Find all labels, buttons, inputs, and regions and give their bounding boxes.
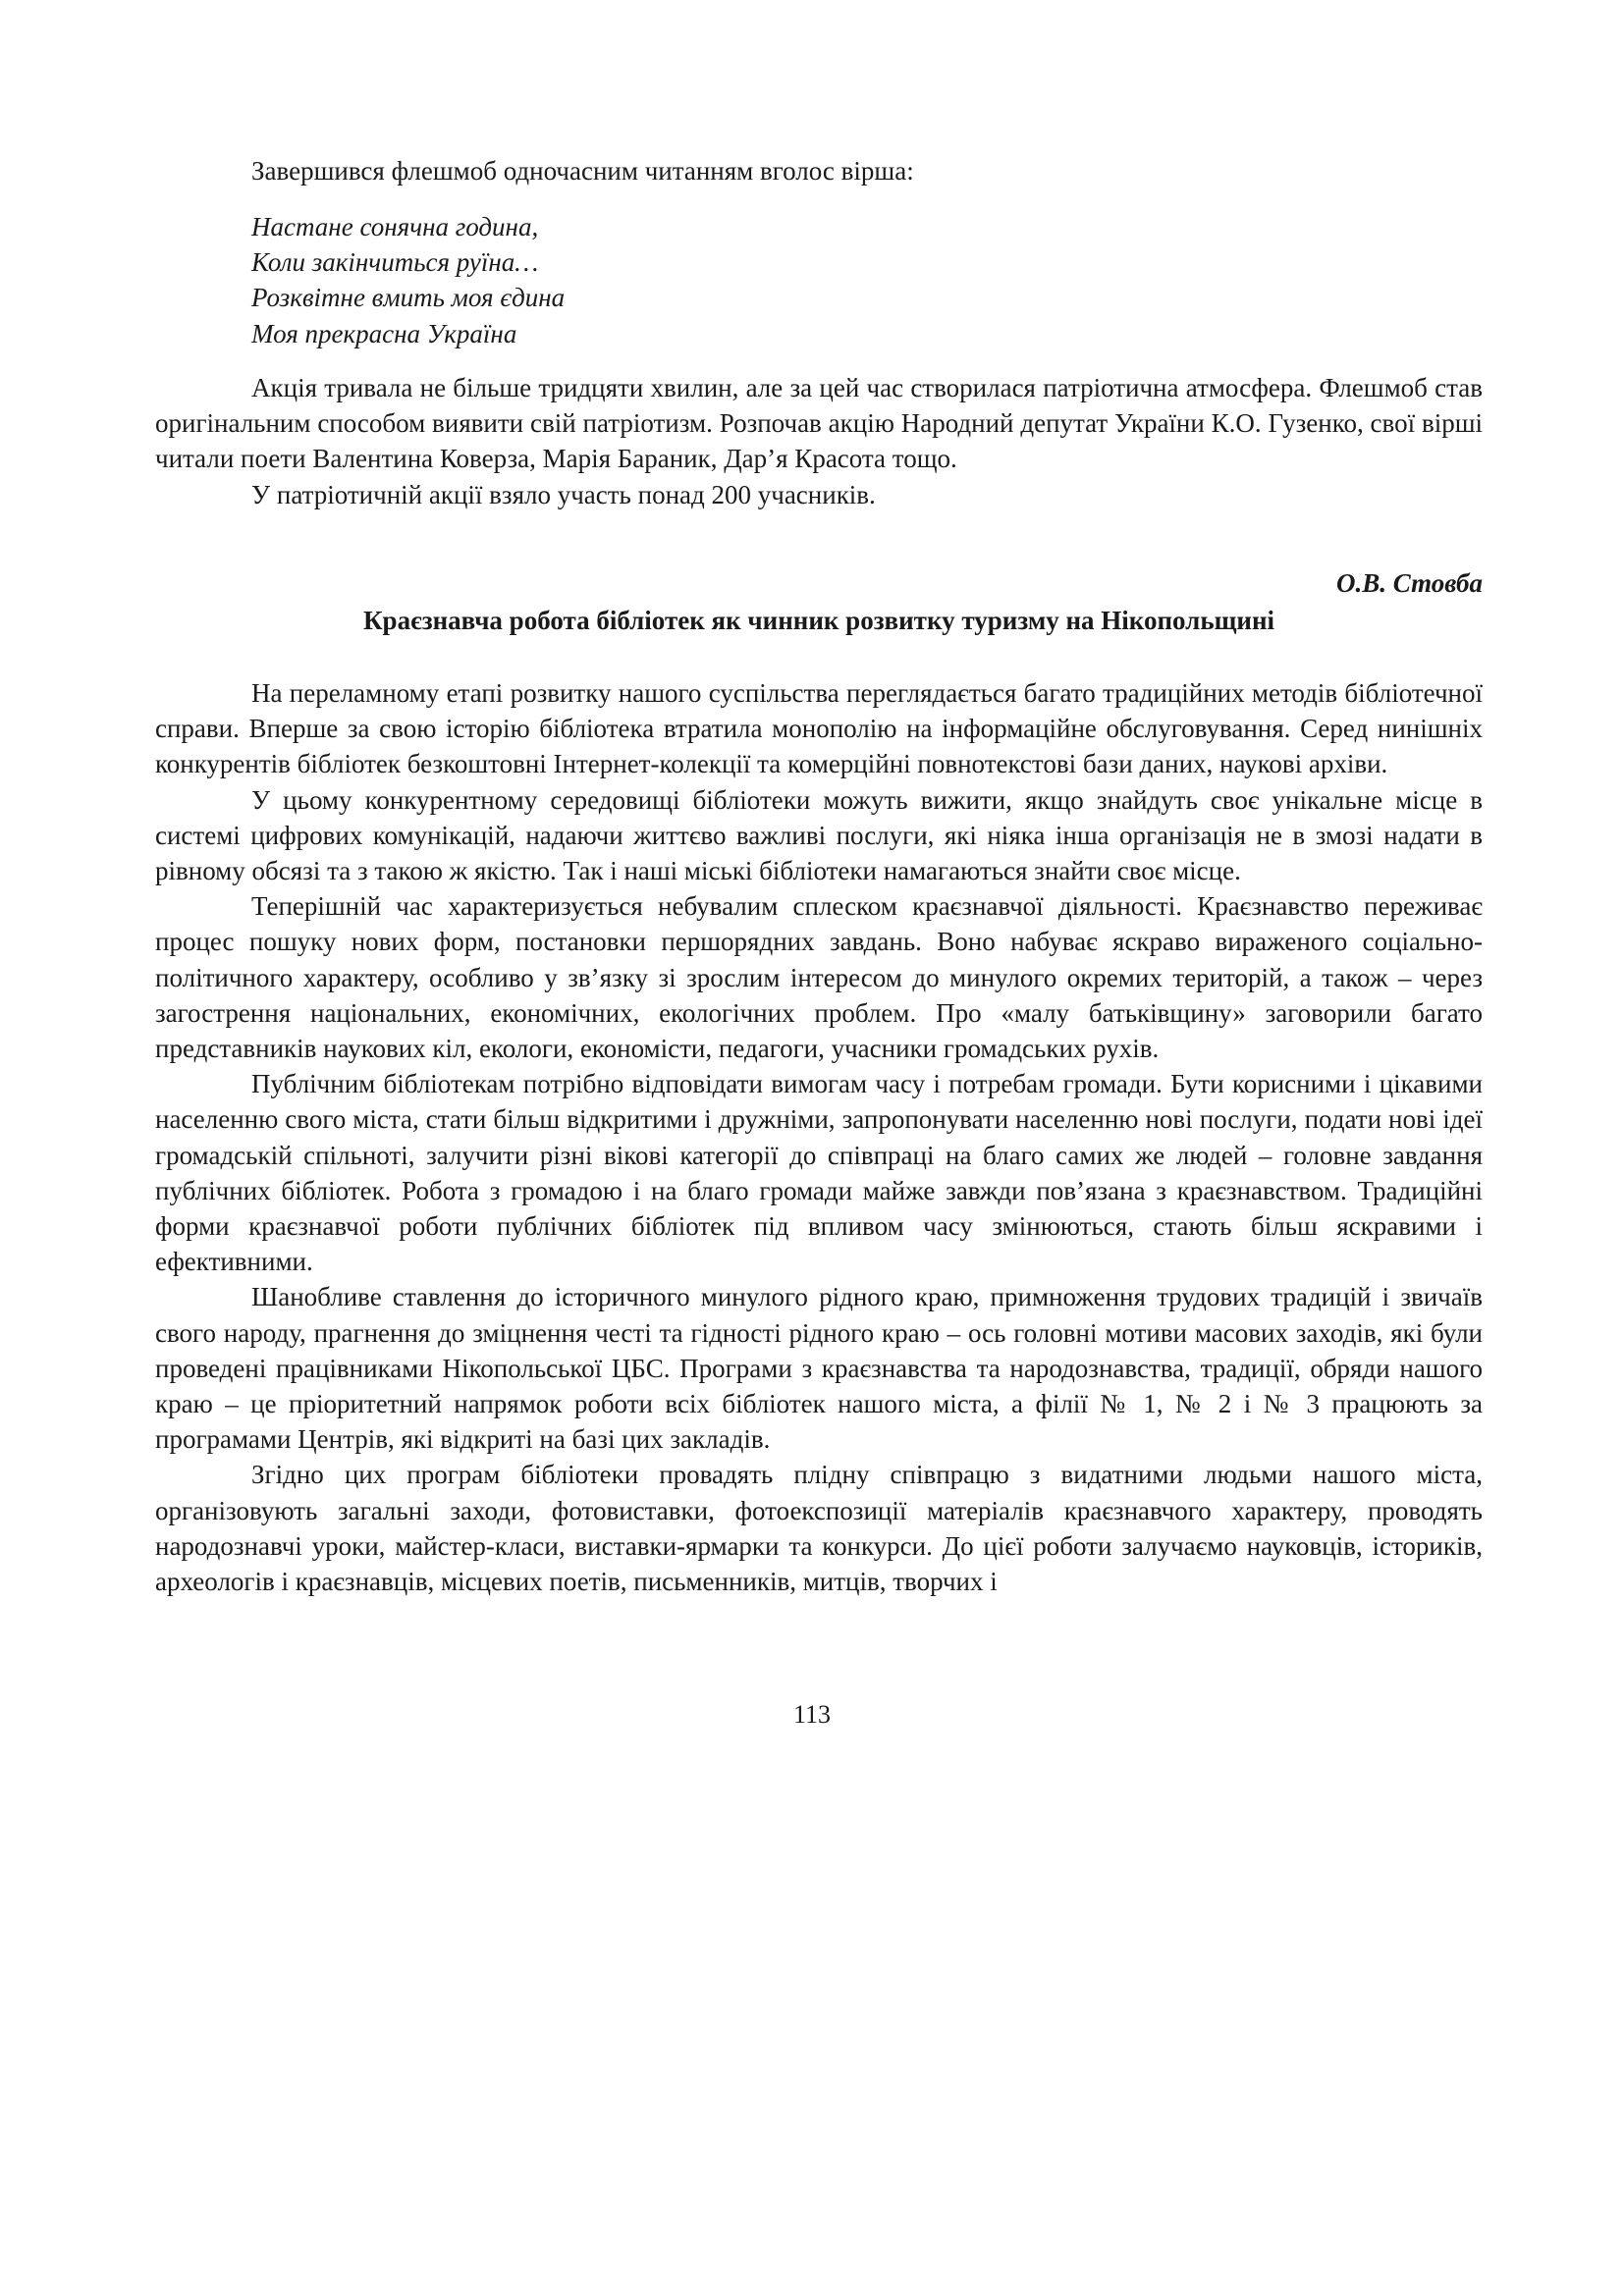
poem-line: Настане сонячна година, xyxy=(251,212,539,241)
intro-line: Завершився флешмоб одночасним читанням вголос вірша: xyxy=(251,156,914,186)
report-paragraph: У патріотичній акції взяло участь понад 200 учасників. xyxy=(251,479,876,509)
article-paragraph: У цьому конкурентному середовищі бібліотеки можуть вижити, якщо знайдуть своє унікальне місце в системі цифрових комунікацій, надаючи життєво важливі послуги, які ніяка інша організація не в змозі надати в рівному обсязі та з такою ж якістю. Так і наші міські бібліотеки намагаються знайти своє місце. xyxy=(155,784,1483,886)
article-title: Краєзнавча робота бібліотек як чинник розвитку туризму на Нікопольщині xyxy=(362,606,1275,635)
article-paragraph: Згідно цих програм бібліотеки провадять плідну співпрацю з видатними людьми нашого міста, організовують загальні заходи, фотовиставки, фотоекспозиції матеріалів краєзнавчого характеру, проводять народознавчі уроки, майстер-класи, виставки-ярмарки та конкурси. До цієї роботи залучаємо науковців, істориків, археологів і краєзнавців, місцевих поетів, письменників, митців, творчих і xyxy=(155,1460,1483,1597)
article-paragraph: На переламному етапі розвитку нашого суспільства переглядається багато традиційних методів бібліотечної справи. Вперше за свою історію бібліотека втратила монополію на інформаційне обслуговування. Серед нинішніх конкурентів бібліотек безкоштовні Інтернет-колекції та комерційні повнотекстові бази даних, наукові архіви. xyxy=(155,678,1483,779)
article-body xyxy=(155,675,1483,1599)
article-paragraph: Шанобливе ставлення до історичного минулого рідного краю, примноження трудових традицій і звичаїв свого народу, прагнення до зміцнення честі та гідності рідного краю – ось головні мотиви масових заходів, які були проведені працівниками Нікопольської ЦБС. Програми з краєзнавства та народознавства, традиції, обряди нашого краю – це пріоритетний напрямок роботи всіх бібліотек нашого міста, а філії № 1, № 2 і № 3 працюють за програмами Центрів, які відкриті на базі цих закладів. xyxy=(155,1282,1483,1455)
poem-line: Моя прекрасна Україна xyxy=(251,318,517,348)
article-author: О.В. Стовба xyxy=(1336,568,1483,598)
poem xyxy=(251,209,565,351)
poem-line: Розквітне вмить моя єдина xyxy=(251,283,566,313)
article-paragraph: Теперішній час характеризується небувалим сплеском краєзнавчої діяльності. Краєзнавство переживає процес пошуку нових форм, постановки першорядних завдань. Воно набуває яскраво вираженого соціально-політичного характеру, особливо у зв’язку зі зрослим інтересом до минулого окремих територій, а також – через загострення національних, економічних, екологічних проблем. Про «малу батьківщину» заговорили багато представників наукових кіл, екологи, економісти, педагоги, учасники громадських рухів. xyxy=(155,891,1483,1064)
page-number: 113 xyxy=(792,1700,832,1729)
article-paragraph: Публічним бібліотекам потрібно відповідати вимогам часу і потребам громади. Бути корисними і цікавими населенню свого міста, стати більш відкритими і дружніми, запропонувати населенню нові послуги, подати нові ідеї громадській спільноті, залучити різні вікові категорії до співпраці на благо самих же людей – головне завдання публічних бібліотек. Робота з громадою і на благо громади майже завжди пов’язана з краєзнавством. Традиційні форми краєзнавчої роботи публічних бібліотек під впливом часу змінюються, стають більш яскравими і ефективними. xyxy=(155,1069,1483,1277)
report-paragraph: Акція тривала не більше тридцяти хвилин, але за цей час створилася патріотична атмосфера. Флешмоб став оригінальним способом виявити свій патріотизм. Розпочав акцію Народний депутат України К.О. Гузенко, свої вірші читали поети Валентина Коверза, Марія Бараник, Дар’я Красота тощо. xyxy=(155,373,1483,474)
poem-line: Коли закінчиться руїна… xyxy=(251,247,539,278)
report-section xyxy=(155,370,1483,512)
